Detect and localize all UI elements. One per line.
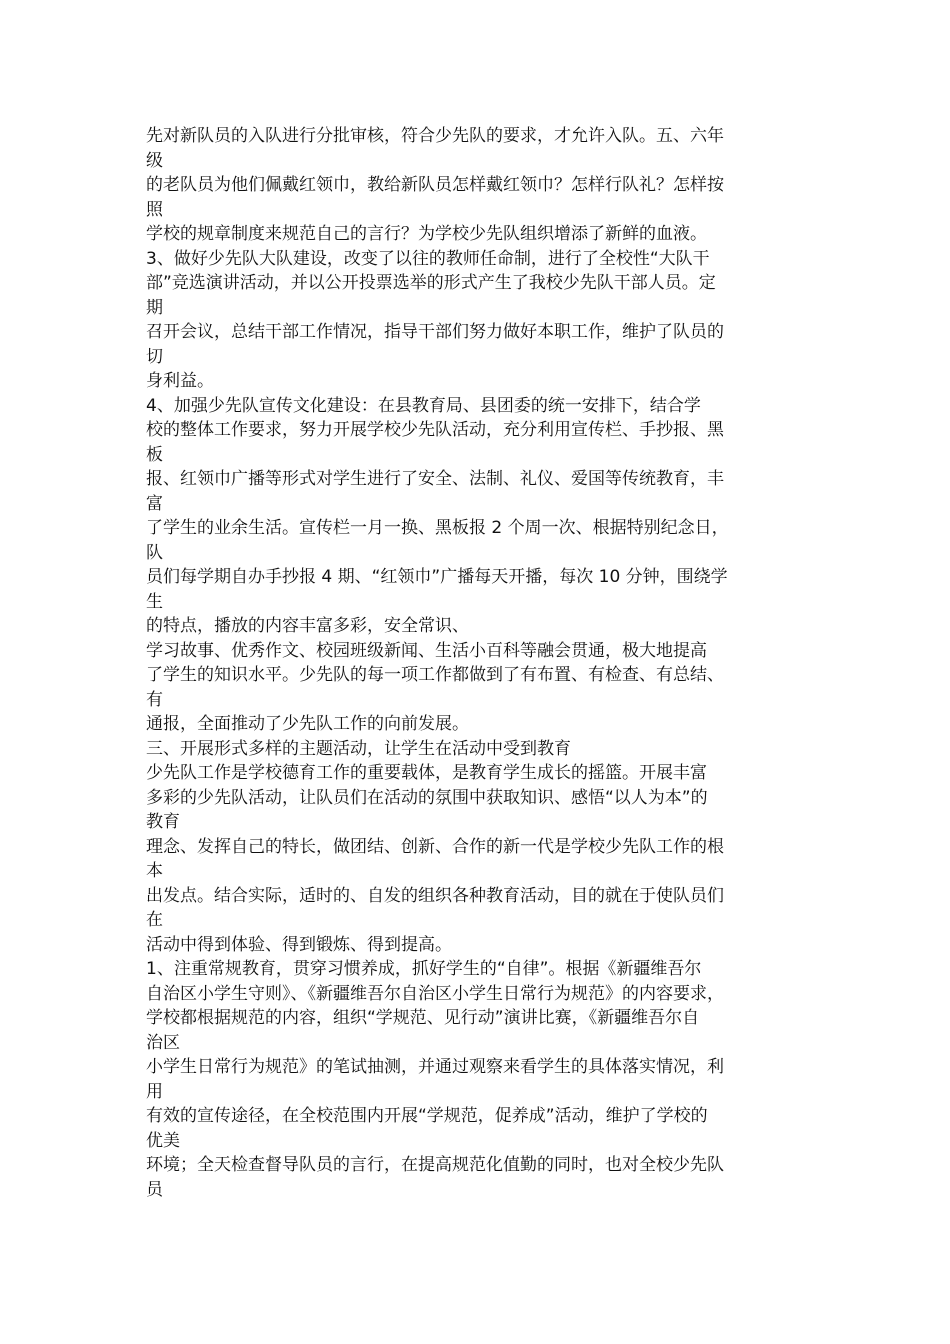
text-line: 级: [146, 150, 163, 171]
text-line: 出发点。结合实际，适时的、自发的组织各种教育活动，目的就在于使队员们: [146, 885, 724, 906]
text-line: 在: [146, 910, 163, 930]
text-line: 学习故事、优秀作文、校园班级新闻、生活小百科等融会贯通，极大地提高: [146, 640, 707, 661]
text-line: 生: [146, 591, 163, 612]
text-line: 校的整体工作要求，努力开展学校少先队活动，充分利用宣传栏、手抄报、黑: [146, 420, 724, 440]
text-line: 员: [146, 1179, 163, 1200]
text-line: 学校的规章制度来规范自己的言行？为学校少先队组织增添了新鲜的血液。: [146, 224, 707, 244]
text-line: 多彩的少先队活动，让队员们在活动的氛围中获取知识、感悟“以人为本”的: [146, 787, 708, 808]
text-line: 切: [146, 346, 163, 367]
text-line: 板: [146, 444, 163, 465]
text-line: 身利益。: [146, 371, 214, 391]
text-line: 活动中得到体验、得到锻炼、得到提高。: [146, 934, 452, 955]
text-line: 了学生的业余生活。宣传栏一月一换、黑板报 2 个周一次、根据特别纪念日，: [146, 518, 729, 538]
text-line: 治区: [146, 1032, 180, 1053]
text-line: 有效的宣传途径，在全校范围内开展“学规范，促养成”活动，维护了学校的: [146, 1106, 708, 1126]
text-line: 了学生的知识水平。少先队的每一项工作都做到了有布置、有检查、有总结、: [146, 665, 724, 685]
text-line: 学校都根据规范的内容，组织“学规范、见行动”演讲比赛，《新疆维吾尔自: [146, 1008, 700, 1028]
text-line: 队: [146, 542, 163, 563]
text-line: 1、注重常规教育，贯穿习惯养成，抓好学生的“自律”。根据《新疆维吾尔: [146, 959, 702, 979]
text-line: 的老队员为他们佩戴红领巾，教给新队员怎样戴红领巾？怎样行队礼？怎样按: [146, 175, 724, 195]
text-line: 先对新队员的入队进行分批审核，符合少先队的要求，才允许入队。五、六年: [146, 126, 724, 146]
text-line: 4、加强少先队宣传文化建设：在县教育局、县团委的统一安排下，结合学: [146, 395, 701, 416]
text-line: 3、做好少先队大队建设，改变了以往的教师任命制，进行了全校性“大队干: [146, 248, 710, 269]
text-line: 召开会议，总结干部工作情况，指导干部们努力做好本职工作，维护了队员的: [146, 322, 724, 342]
section-heading: 三、开展形式多样的主题活动，让学生在活动中受到教育: [146, 738, 571, 759]
text-line: 用: [146, 1081, 163, 1102]
text-line: 小学生日常行为规范》的笔试抽测，并通过观察来看学生的具体落实情况，利: [146, 1057, 724, 1077]
text-line: 富: [146, 493, 163, 514]
text-line: 本: [146, 861, 163, 881]
text-line: 优美: [146, 1130, 180, 1151]
text-line: 有: [146, 689, 163, 710]
text-line: 理念、发挥自己的特长，做团结、创新、合作的新一代是学校少先队工作的根: [146, 836, 724, 857]
text-line: 少先队工作是学校德育工作的重要载体，是教育学生成长的摇篮。开展丰富: [146, 763, 707, 783]
text-line: 部”竞选演讲活动，并以公开投票选举的形式产生了我校少先队干部人员。定: [146, 273, 716, 293]
text-line: 报、红领巾广播等形式对学生进行了安全、法制、礼仪、爱国等传统教育，丰: [146, 469, 724, 489]
text-line: 教育: [146, 812, 180, 832]
text-line: 自治区小学生守则》、《新疆维吾尔自治区小学生日常行为规范》的内容要求，: [146, 983, 724, 1004]
text-line: 照: [146, 199, 163, 220]
text-line: 环境；全天检查督导队员的言行，在提高规范化值勤的同时，也对全校少先队: [146, 1155, 724, 1175]
text-line: 通报，全面推动了少先队工作的向前发展。: [146, 714, 469, 734]
text-line: 期: [146, 297, 163, 318]
text-line: 的特点，播放的内容丰富多彩，安全常识、: [146, 616, 469, 636]
body-text: [146, 124, 826, 1202]
text-line: 员们每学期自办手抄报 4 期、“红领巾”广播每天开播，每次 10 分钟，围绕学: [146, 567, 728, 587]
